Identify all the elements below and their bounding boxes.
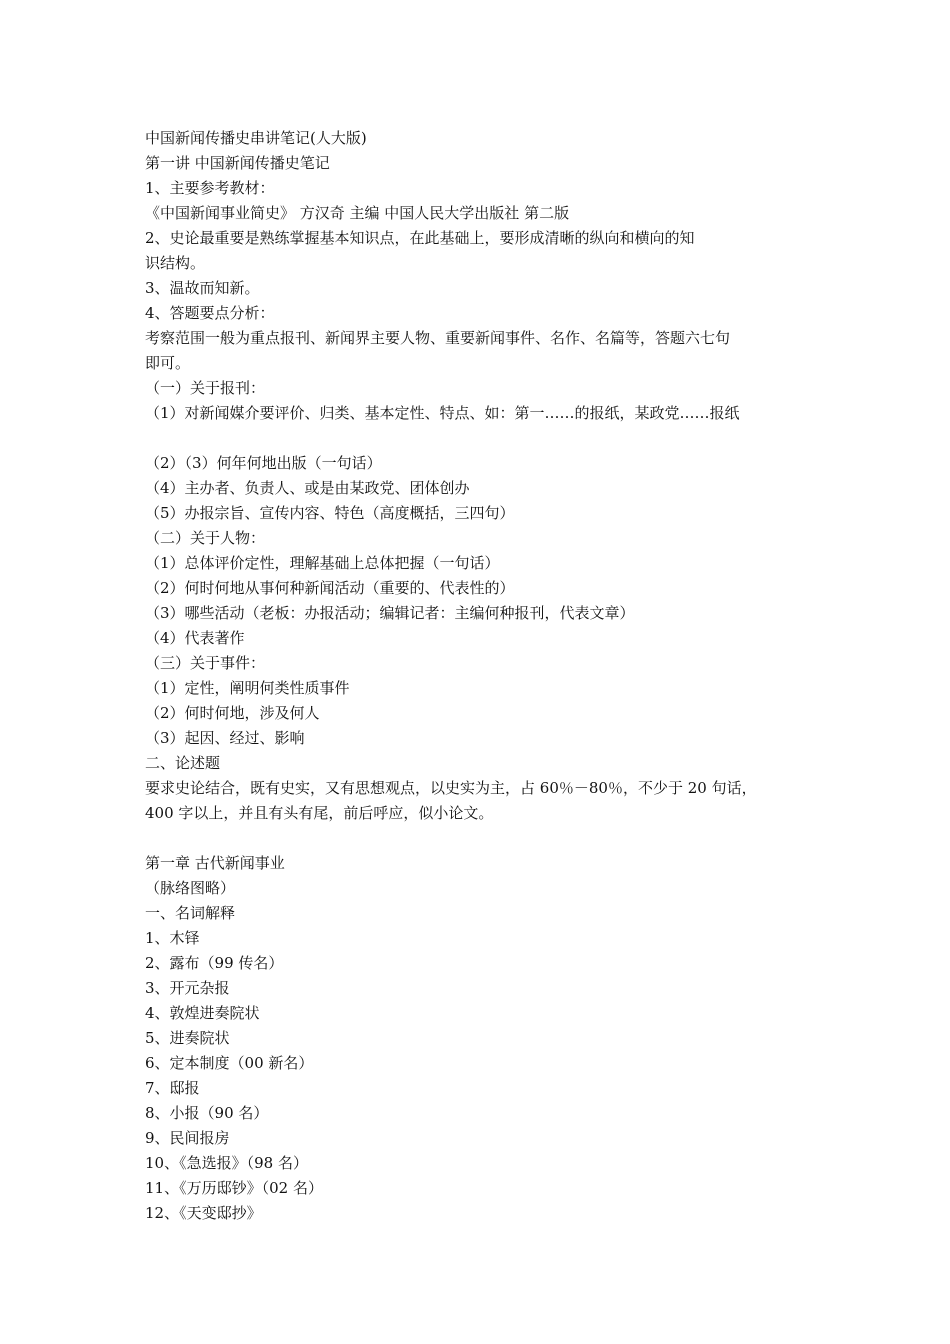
chapter-heading: 第一章 古代新闻事业	[145, 854, 285, 872]
text-line: 即可。	[145, 354, 191, 372]
list-item: 1、木铎	[145, 929, 200, 947]
list-item: 11、《万历邸钞》（02 名）	[145, 1179, 323, 1197]
list-item: 3、开元杂报	[145, 979, 230, 997]
list-item: 2、露布（99 传名）	[145, 954, 284, 972]
document-body	[145, 126, 825, 1226]
text-line: （1）定性，阐明何类性质事件	[145, 679, 350, 697]
text-line: 3、温故而知新。	[145, 279, 260, 297]
blank-line	[145, 826, 825, 851]
text-line: 要求史论结合，既有史实，又有思想观点，以史实为主，占 60％－80％，不少于 20 句话，	[145, 779, 757, 797]
list-item: 10、《急选报》（98 名）	[145, 1154, 308, 1172]
text-line: （2）（3）何年何地出版（一句话）	[145, 454, 382, 472]
text-line: （3）哪些活动（老板：办报活动；编辑记者：主编何种报刊，代表文章）	[145, 604, 635, 622]
text-line: 考察范围一般为重点报刊、新闻界主要人物、重要新闻事件、名作、名篇等，答题六七句	[145, 329, 731, 347]
list-item: 9、民间报房	[145, 1129, 230, 1147]
document-title: 中国新闻传播史串讲笔记(人大版)	[145, 129, 367, 147]
text-line: （脉络图略）	[145, 879, 236, 897]
text-line: （2）何时何地，涉及何人	[145, 704, 320, 722]
text-line: （4）主办者、负责人、或是由某政党、团体创办	[145, 479, 470, 497]
text-line: （三）关于事件：	[145, 654, 266, 672]
text-line: 400 字以上，并且有头有尾，前后呼应，似小论文。	[145, 804, 494, 822]
list-item: 4、敦煌进奏院状	[145, 1004, 260, 1022]
text-line: 4、答题要点分析：	[145, 304, 275, 322]
text-line: （2）何时何地从事何种新闻活动（重要的、代表性的）	[145, 579, 515, 597]
lecture-heading: 第一讲 中国新闻传播史笔记	[145, 154, 330, 172]
text-line: 二、论述题	[145, 754, 221, 772]
list-item: 6、定本制度（00 新名）	[145, 1054, 314, 1072]
text-line: 一、名词解释	[145, 904, 236, 922]
list-item: 5、进奏院状	[145, 1029, 230, 1047]
text-line: （4）代表著作	[145, 629, 245, 647]
list-item: 12、《天变邸抄》	[145, 1204, 262, 1222]
list-item: 7、邸报	[145, 1079, 200, 1097]
blank-line	[145, 426, 825, 451]
text-line: 识结构。	[145, 254, 206, 272]
text-line: 1、主要参考教材：	[145, 179, 275, 197]
text-line: （5）办报宗旨、宣传内容、特色（高度概括，三四句）	[145, 504, 515, 522]
text-line: （1）总体评价定性，理解基础上总体把握（一句话）	[145, 554, 500, 572]
text-line: 2、史论最重要是熟练掌握基本知识点，在此基础上，要形成清晰的纵向和横向的知	[145, 229, 695, 247]
text-line: 《中国新闻事业简史》 方汉奇 主编 中国人民大学出版社 第二版	[145, 204, 570, 222]
text-line: （二）关于人物：	[145, 529, 266, 547]
list-item: 8、小报（90 名）	[145, 1104, 269, 1122]
text-line: （3）起因、经过、影响	[145, 729, 305, 747]
text-line: （一）关于报刊：	[145, 379, 266, 397]
text-line: （1）对新闻媒介要评价、归类、基本定性、特点、如：第一……的报纸，某政党……报纸	[145, 404, 740, 422]
